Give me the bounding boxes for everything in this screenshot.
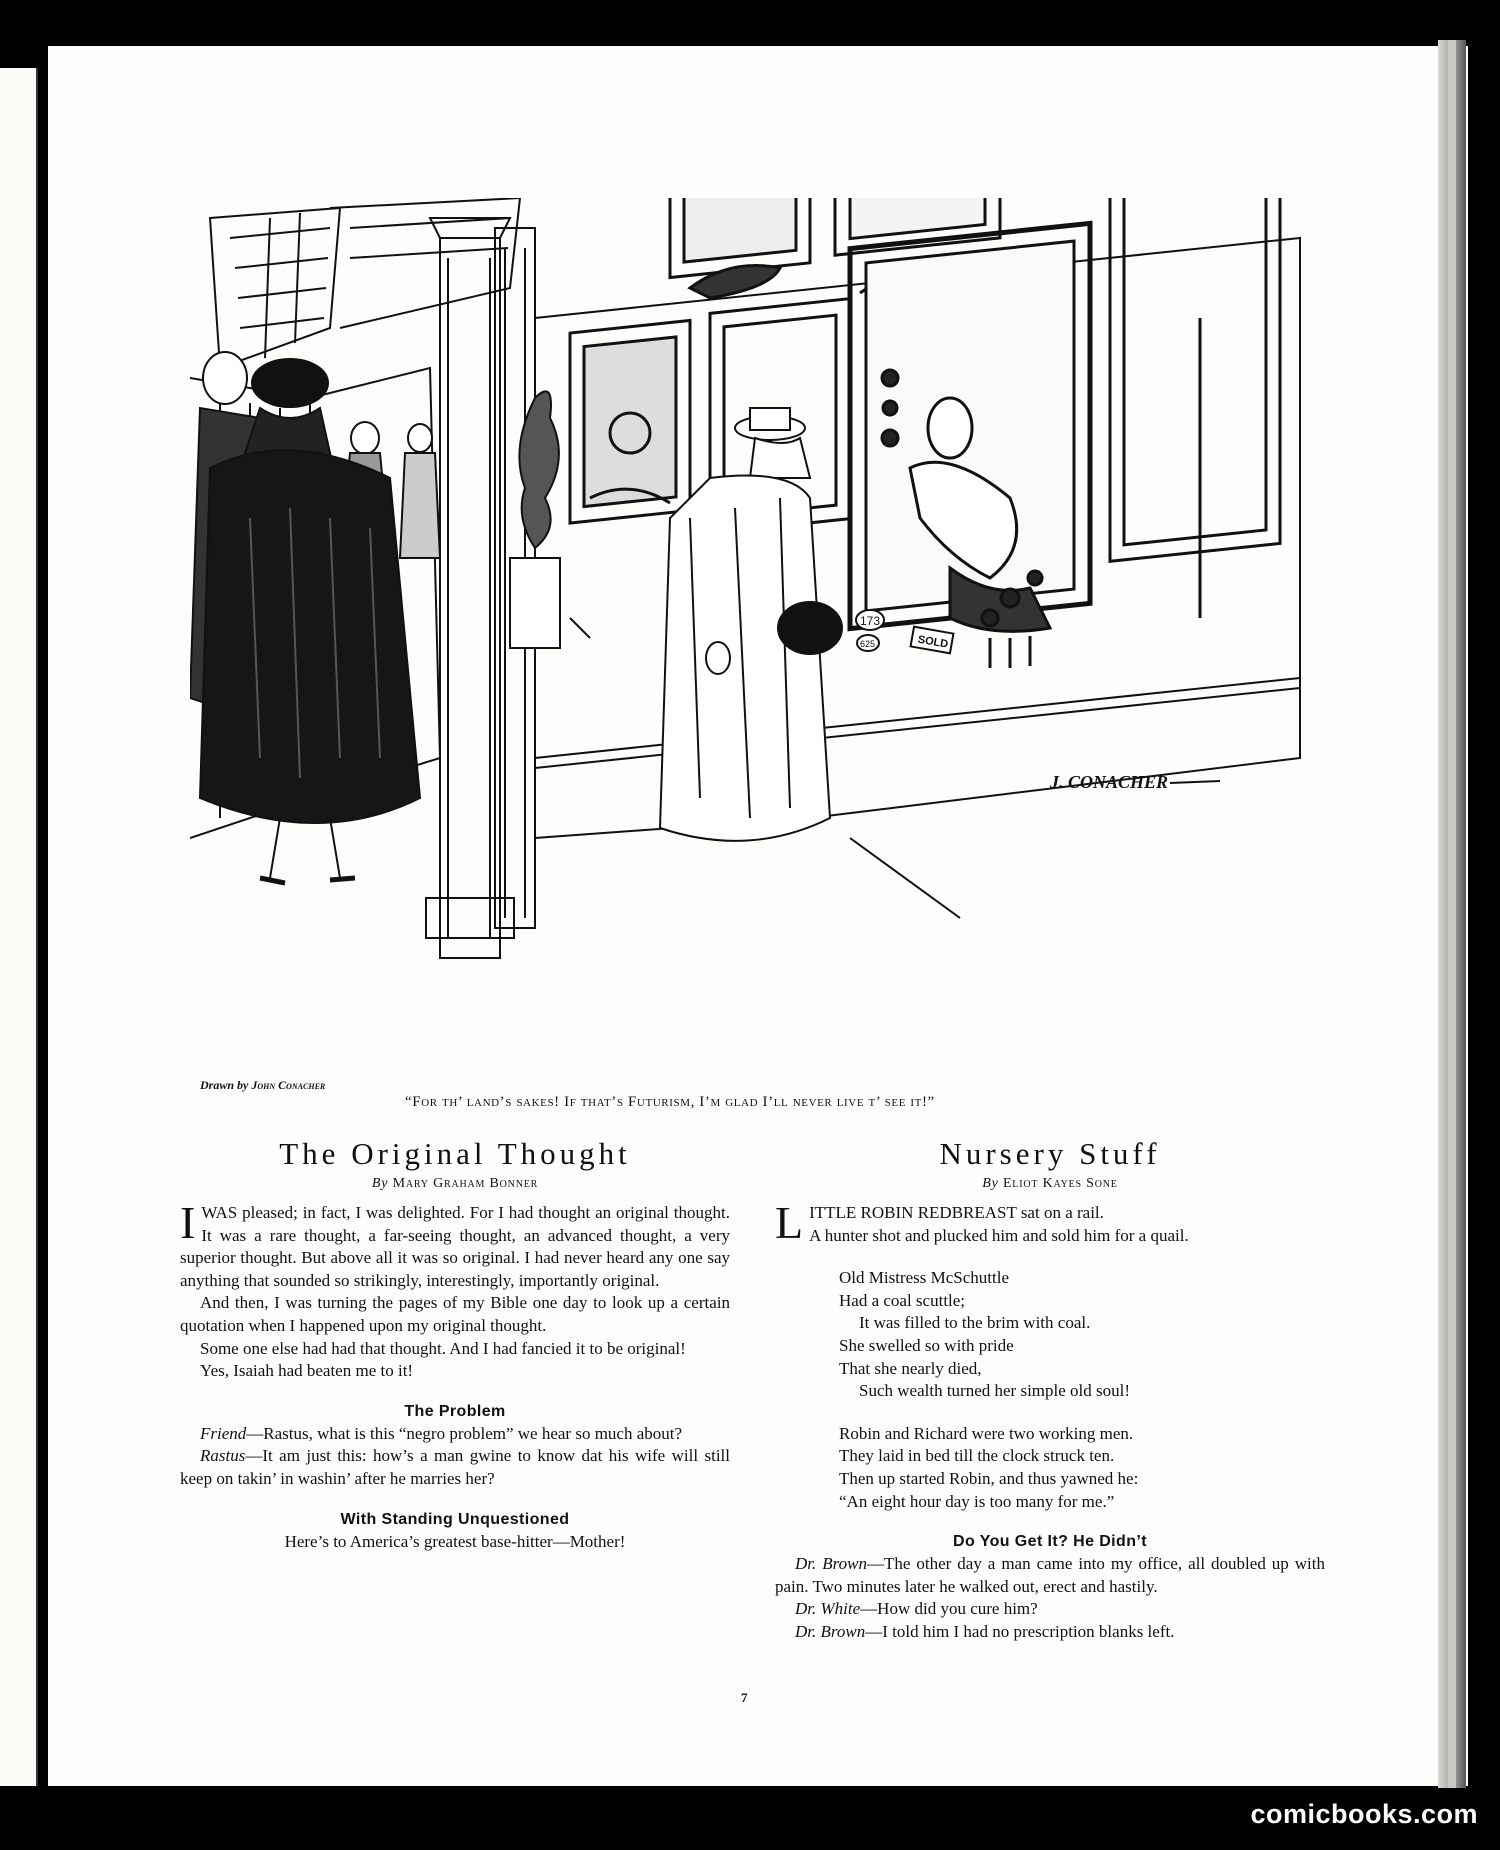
robin-redbreast-verse [775, 1197, 1325, 1248]
stanza2-line: Robin and Richard were two working men. [839, 1423, 1134, 1443]
artist-signature: J. CONACHER [1050, 772, 1169, 792]
article-title-original-thought: The Original Thought [279, 1136, 631, 1171]
stanza1-line: That she nearly died, [839, 1358, 982, 1378]
dialogue-friend [180, 1423, 730, 1446]
gallery-illustration [190, 198, 1310, 1086]
stanza2-line: They laid in bed till the clock struck ten. [839, 1446, 1115, 1466]
line-rastus: —It am just this: how’s a man gwine to know dat his wife will still keep on takin’ in washin’ after he marries her? [180, 1446, 730, 1488]
line-brown-2: —I told him I had no prescription blanks left. [865, 1621, 1175, 1641]
sold-tag-label: SOLD [916, 633, 950, 651]
stanza2-line: “An eight hour day is too many for me.” [839, 1491, 1115, 1511]
price-tag-small-label: 625 [860, 639, 876, 649]
speaker-friend: Friend [200, 1423, 247, 1443]
byline-left [180, 1176, 730, 1192]
painting-right [1110, 198, 1280, 618]
price-tag-label: 173 [860, 614, 881, 628]
stanza1-line: Had a coal scuttle; [839, 1290, 966, 1310]
byline-author: Mary Graham Bonner [392, 1176, 539, 1191]
pillar [426, 218, 514, 958]
illustration-caption: “For th’ land’s sakes! If that’s Futurism, I’m glad I’ll never live t’ see it!” [405, 1094, 935, 1110]
dialogue-brown-1 [775, 1553, 1325, 1598]
dropcap-l: L [775, 1197, 804, 1248]
page-number: 7 [741, 1690, 748, 1705]
line-brown-1: —The other day a man came into my office, all doubled up with pain. Two minutes later he walked out, erect and hastily. [775, 1554, 1326, 1596]
stanza1-line: Such wealth turned her simple old soul! [859, 1381, 1131, 1401]
speaker-brown: Dr. Brown [795, 1554, 867, 1574]
painting-top-left [670, 198, 810, 298]
dialogue-brown-2 [775, 1621, 1325, 1644]
stanza-mcschuttle [775, 1267, 1325, 1403]
stanza1-line: Old Mistress McSchuttle [839, 1268, 1009, 1288]
stanza1-line: She swelled so with pride [839, 1335, 1014, 1355]
painting-mid-left [570, 320, 690, 523]
verse-line-2: A hunter shot and plucked him and sold him for a quail. [809, 1225, 1189, 1245]
price-tag [856, 610, 953, 653]
byline-right-by: By [982, 1176, 999, 1191]
byline-right-author: Eliot Kayes Sone [1002, 1176, 1118, 1191]
skylight-ceiling [210, 198, 520, 368]
adjacent-page-edge [0, 68, 38, 1786]
line-white: —How did you cure him? [860, 1599, 1038, 1619]
standing-line: Here’s to America’s greatest base-hitter—Mother! [284, 1531, 626, 1551]
stanza1-line: It was filled to the brim with coal. [859, 1313, 1091, 1333]
illustration-credit [200, 1078, 325, 1093]
stanza-robin-richard [775, 1423, 1325, 1513]
dropcap-i: I [180, 1197, 196, 1248]
credit-name: John Conacher [251, 1078, 326, 1092]
verse-line-1: ITTLE ROBIN REDBREAST sat on a rail. [809, 1203, 1104, 1222]
dialogue-rastus [180, 1445, 730, 1490]
page-spine-inner [1448, 40, 1456, 1788]
stanza2-line: Then up started Robin, and thus yawned he: [839, 1468, 1139, 1488]
paragraph-1 [180, 1197, 730, 1292]
byline-right [775, 1176, 1325, 1192]
paragraph-4: Yes, Isaiah had beaten me to it! [200, 1361, 414, 1381]
line-friend: —Rastus, what is this “negro problem” we hear so much about? [246, 1423, 683, 1443]
site-watermark: comicbooks.com [1250, 1799, 1478, 1829]
section-title-standing: With Standing Unquestioned [340, 1510, 570, 1528]
woman-with-muff [660, 408, 842, 841]
speaker-rastus: Rastus [200, 1446, 246, 1466]
speaker-brown-2: Dr. Brown [795, 1621, 866, 1641]
paragraph-2: And then, I was turning the pages of my Bible one day to look up a certain quotation when I happened upon my original thought. [180, 1293, 730, 1335]
article-title-nursery-stuff: Nursery Stuff [939, 1136, 1161, 1171]
futurist-painting [850, 223, 1090, 668]
paragraph-3: Some one else had had that thought. And I had fancied it to be original! [200, 1338, 686, 1358]
section-title-problem: The Problem [404, 1402, 506, 1420]
left-column [180, 1136, 730, 1553]
byline-by: By [371, 1176, 389, 1191]
section-title-get-it: Do You Get It? He Didn’t [953, 1533, 1147, 1551]
credit-prefix: Drawn by [200, 1078, 249, 1092]
paragraph-1-text: WAS pleased; in fact, I was delighted. For I had thought an original thought. It was a rare thought, a far-seeing thought, an advanced thought, a very superior thought. But above all it was so original. I had never heard any one say anything that sounded so strikingly, interestingly, importantly original. [180, 1203, 730, 1290]
right-column [775, 1136, 1325, 1644]
speaker-white: Dr. White [795, 1599, 861, 1619]
sculpture [510, 391, 560, 648]
dialogue-white [775, 1598, 1325, 1621]
